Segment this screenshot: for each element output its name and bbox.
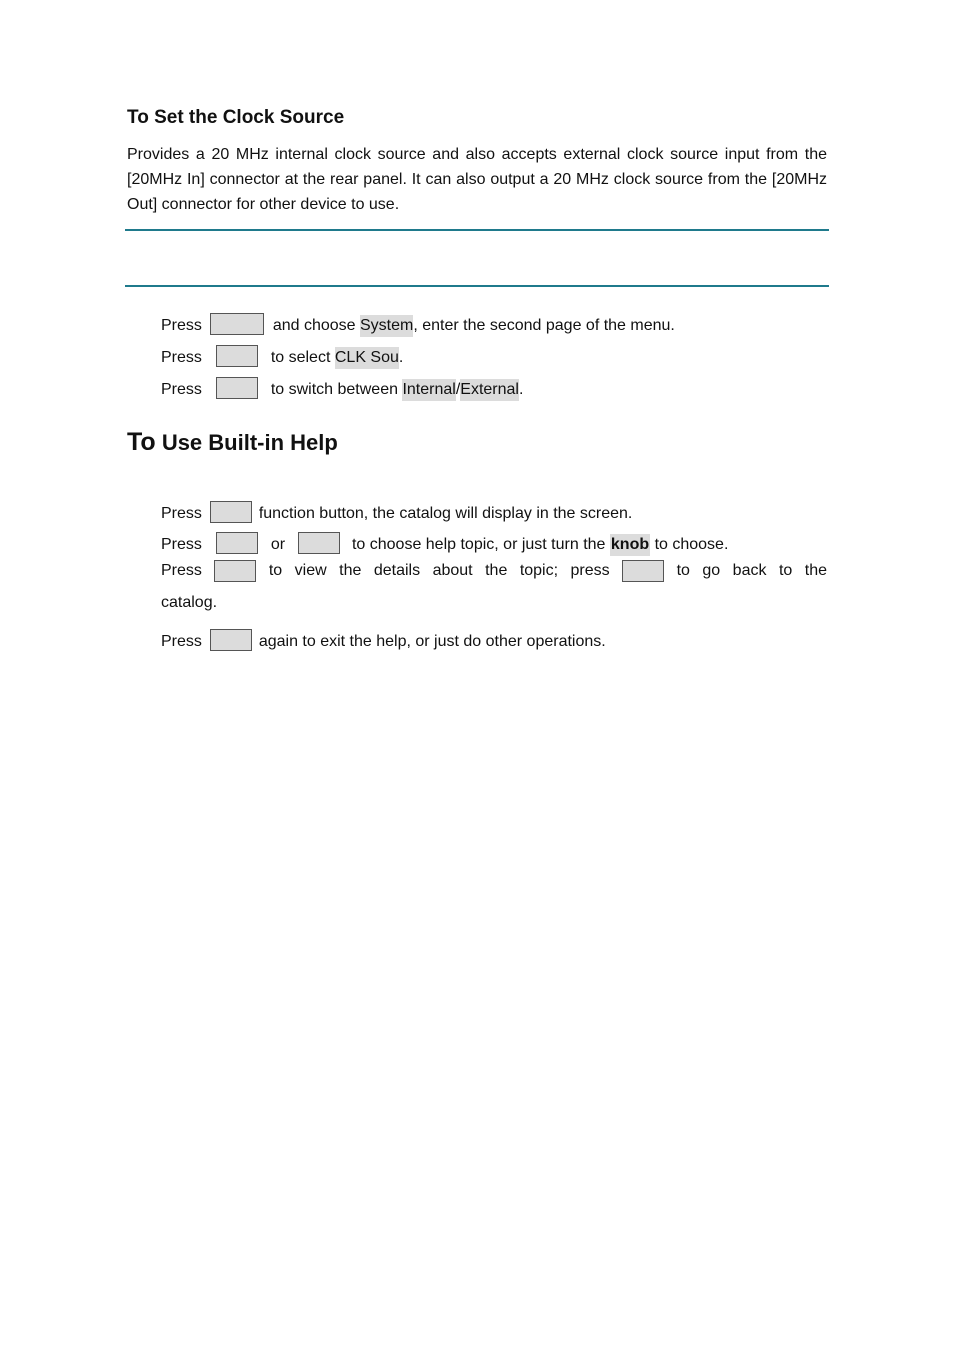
step-word: back <box>732 562 767 579</box>
clock-step-2 <box>161 340 827 369</box>
up-key-icon <box>216 532 258 554</box>
note-divider-bottom <box>125 285 829 287</box>
step-word: the <box>485 562 508 579</box>
step-text: to select <box>270 349 331 366</box>
menu-item-clk-sou: CLK Sou <box>335 347 399 369</box>
step-text: . <box>398 349 404 366</box>
section-heading-built-in-help <box>127 428 338 457</box>
press-label: Press <box>161 536 202 553</box>
step-word: to <box>268 562 283 579</box>
knob-label: knob <box>610 534 650 556</box>
step-word: to <box>676 562 690 579</box>
step-text: , enter the second page of the menu. <box>413 317 675 334</box>
help-key-icon <box>210 629 252 651</box>
clock-step-1 <box>161 308 827 337</box>
down-key-icon <box>298 532 340 554</box>
heading-word-to: To <box>127 428 156 456</box>
step-text: to choose. <box>654 536 729 553</box>
softkey-icon <box>216 345 258 367</box>
clock-step-3 <box>161 372 827 401</box>
step-word: view <box>294 562 327 579</box>
select-key-icon <box>214 560 256 582</box>
back-key-icon <box>622 560 664 582</box>
help-step-4 <box>161 624 827 653</box>
help-step-3-continuation <box>161 592 827 614</box>
section-heading-clock-source: To Set the Clock Source <box>127 107 345 128</box>
option-external: External <box>460 379 519 401</box>
step-text: and choose <box>272 317 356 334</box>
press-label: Press <box>161 349 202 366</box>
softkey-icon <box>216 377 258 399</box>
menu-item-system: System <box>360 315 413 337</box>
step-word: press <box>570 562 610 579</box>
press-label: Press <box>161 505 202 522</box>
heading-rest: Use Built-in Help <box>161 430 338 455</box>
help-step-1 <box>161 496 827 525</box>
press-label: Press <box>161 381 202 398</box>
step-text: . <box>518 381 524 398</box>
utility-key-icon <box>210 313 264 335</box>
help-step-3 <box>161 560 827 582</box>
step-word: about <box>432 562 473 579</box>
press-label: Press <box>161 633 202 650</box>
step-text: again to exit the help, or just do other operations. <box>258 633 606 650</box>
clock-source-description: Provides a 20 MHz internal clock source and also accepts external clock source input from the [20MHz In] connector at the rear panel. It can also output a 20 MHz clock source from the [20MHz Out] connector for other device to use. <box>127 146 827 213</box>
press-label: Press <box>161 562 202 579</box>
step-text: to choose help topic, or just turn the <box>351 536 606 553</box>
help-key-icon <box>210 501 252 523</box>
note-divider-top <box>125 229 829 231</box>
step-text: catalog. <box>161 594 218 611</box>
press-label: Press <box>161 317 202 334</box>
or-text: or <box>270 536 286 553</box>
help-step-2 <box>161 527 827 556</box>
option-separator: / <box>455 381 461 398</box>
step-text: to switch between <box>270 381 398 398</box>
option-internal: Internal <box>402 379 455 401</box>
step-text: function button, the catalog will display in the screen. <box>258 505 633 522</box>
step-word: the <box>804 562 827 579</box>
step-word: go <box>702 562 721 579</box>
step-word: details <box>373 562 421 579</box>
step-word: the <box>339 562 362 579</box>
step-word: topic; <box>519 562 559 579</box>
step-word: to <box>778 562 793 579</box>
